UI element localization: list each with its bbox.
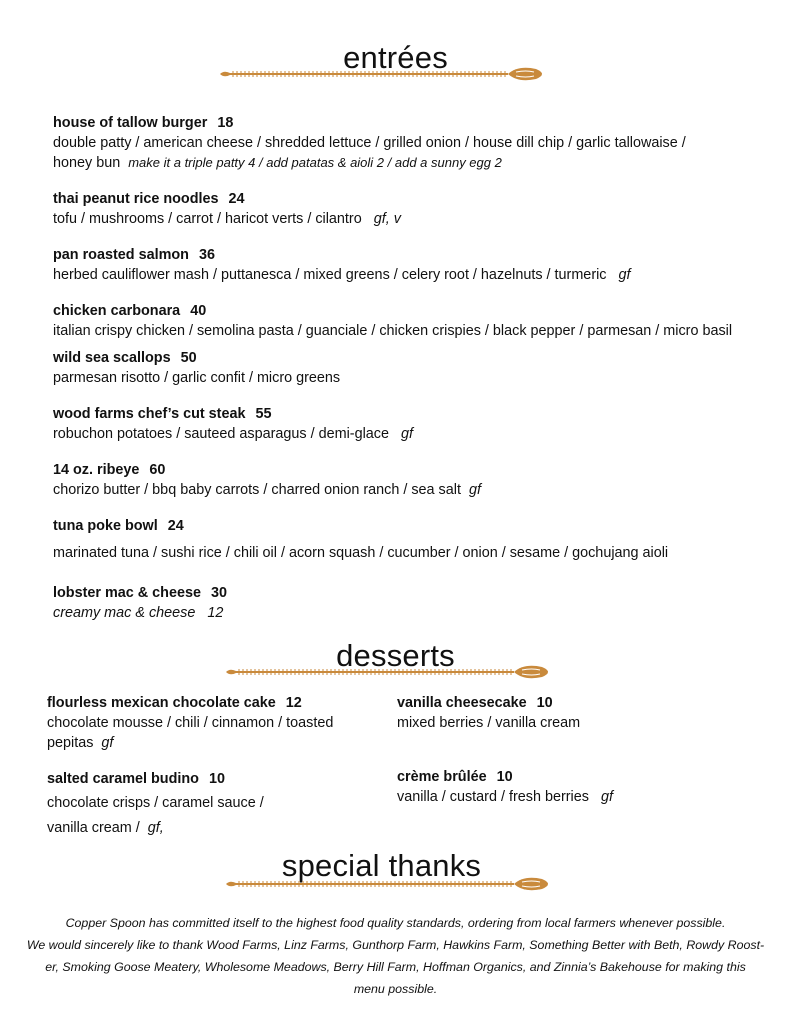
menu-item-chicken-carbonara	[53, 301, 732, 341]
copper-spoon-divider-icon	[224, 664, 554, 680]
thanks-line: menu possible.	[353, 982, 438, 996]
item-name: chicken carbonara	[53, 303, 181, 319]
item-name: house of tallow burger	[53, 115, 208, 131]
item-name: pan roasted salmon	[53, 247, 189, 263]
item-price: 12	[285, 695, 302, 711]
item-dietary-tag: gf	[101, 735, 114, 751]
item-dietary-tag: gf	[600, 789, 613, 805]
dessert-flourless-chocolate-cake	[47, 693, 367, 753]
item-name: salted caramel budino	[47, 771, 199, 787]
item-price: 10	[536, 695, 553, 711]
item-name: 14 oz. ribeye	[53, 462, 140, 478]
item-description: double patty / american cheese / shredded lettuce / grilled onion / house dill chip / garlic tallowaise /	[53, 135, 686, 151]
item-description-cont: pepitas	[47, 735, 94, 751]
item-price: 10	[496, 769, 513, 785]
item-description: parmesan risotto / garlic confit / micro greens	[53, 370, 341, 386]
section-title-entrees: entrées	[343, 40, 448, 75]
item-name: tuna poke bowl	[53, 518, 158, 534]
dessert-creme-brulee	[397, 767, 613, 807]
item-description: vanilla / custard / fresh berries	[397, 789, 589, 805]
thanks-line: Copper Spoon has committed itself to the highest food quality standards, ordering from local farmers whenever possible.	[65, 916, 726, 930]
item-price: 60	[149, 462, 166, 478]
copper-spoon-divider-icon	[218, 66, 548, 82]
menu-item-lobster-mac-cheese	[53, 583, 227, 623]
item-description: mixed berries / vanilla cream	[397, 715, 581, 731]
copper-spoon-divider-icon	[224, 876, 554, 892]
item-description: creamy mac & cheese	[53, 605, 196, 621]
item-price: 55	[255, 406, 272, 422]
menu-item-chefs-cut-steak	[53, 404, 413, 444]
item-dietary-tag: gf, v	[373, 211, 401, 227]
item-dietary-tag: gf,	[147, 820, 164, 836]
item-name: crème brûlée	[397, 769, 487, 785]
item-addon-note: make it a triple patty 4 / add patatas & aioli 2 / add a sunny egg 2	[128, 155, 502, 170]
thanks-line: er, Smoking Goose Meatery, Wholesome Meadows, Berry Hill Farm, Hoffman Organics, and Zinnia’s Bakehouse for making this	[45, 960, 746, 974]
item-addon-price: 12	[207, 605, 224, 621]
section-title-desserts: desserts	[336, 638, 455, 673]
item-name: vanilla cheesecake	[397, 695, 527, 711]
menu-item-thai-peanut-rice-noodles	[53, 189, 401, 229]
item-price: 30	[210, 585, 227, 601]
item-price: 36	[198, 247, 215, 263]
item-name: wood farms chef’s cut steak	[53, 406, 246, 422]
item-description: tofu / mushrooms / carrot / haricot verts / cilantro	[53, 211, 362, 227]
special-thanks-paragraph	[20, 912, 771, 1000]
menu-item-house-of-tallow-burger	[53, 113, 686, 173]
item-description: robuchon potatoes / sauteed asparagus / demi-glace	[53, 426, 390, 442]
item-dietary-tag: gf	[468, 482, 481, 498]
menu-item-pan-roasted-salmon	[53, 245, 631, 285]
item-description: chorizo butter / bbq baby carrots / charred onion ranch / sea salt	[53, 482, 461, 498]
item-description: italian crispy chicken / semolina pasta / guanciale / chicken crispies / black pepper / parmesan / micro basil	[53, 323, 733, 339]
item-description: chocolate crisps / caramel sauce /	[47, 795, 264, 811]
item-price: 40	[190, 303, 207, 319]
item-name: flourless mexican chocolate cake	[47, 695, 276, 711]
item-name: thai peanut rice noodles	[53, 191, 219, 207]
section-title-special-thanks: special thanks	[281, 848, 482, 883]
menu-item-ribeye	[53, 460, 481, 500]
item-price: 10	[208, 771, 225, 787]
menu-item-tuna-poke-bowl	[53, 516, 668, 563]
thanks-line: We would sincerely like to thank Wood Farms, Linz Farms, Gunthorp Farm, Hawkins Farm, Something Better with Beth, Rowdy Roost-	[26, 938, 765, 952]
item-price: 18	[217, 115, 234, 131]
item-description-cont: vanilla cream /	[47, 820, 140, 836]
menu-item-wild-sea-scallops	[53, 348, 340, 388]
item-name: lobster mac & cheese	[53, 585, 201, 601]
item-dietary-tag: gf	[618, 267, 631, 283]
item-description: herbed cauliflower mash / puttanesca / mixed greens / celery root / hazelnuts / turmeric	[53, 267, 607, 283]
item-price: 50	[180, 350, 197, 366]
item-description-cont: honey bun	[53, 155, 121, 171]
item-dietary-tag: gf	[401, 426, 414, 442]
item-description: chocolate mousse / chili / cinnamon / toasted	[47, 715, 334, 731]
item-price: 24	[167, 518, 184, 534]
item-price: 24	[228, 191, 245, 207]
dessert-vanilla-cheesecake	[397, 693, 580, 733]
item-description: marinated tuna / sushi rice / chili oil / acorn squash / cucumber / onion / sesame / gochujang aioli	[53, 545, 669, 561]
dessert-salted-caramel-budino	[47, 769, 264, 838]
item-name: wild sea scallops	[53, 350, 171, 366]
